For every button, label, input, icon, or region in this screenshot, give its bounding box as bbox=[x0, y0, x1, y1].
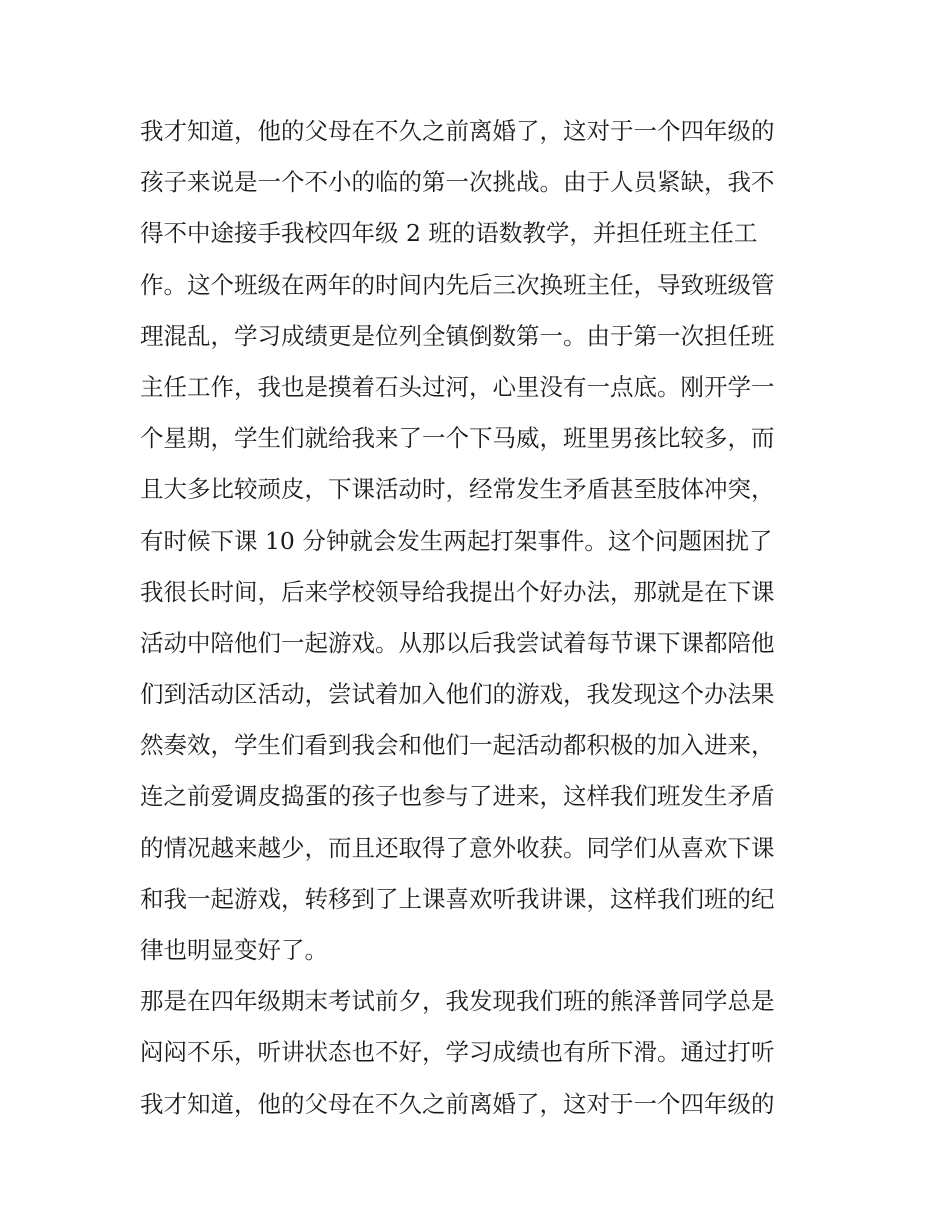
text-line: 闷闷不乐，听讲状态也不好，学习成绩也有所下滑。通过打听 bbox=[140, 1038, 775, 1067]
text-line: 有时候下课 10 分钟就会发生两起打架事件。这个问题困扰了 bbox=[140, 526, 773, 555]
text-line: 个星期，学生们就给我来了一个下马威，班里男孩比较多，而 bbox=[140, 424, 775, 453]
text-line: 理混乱，学习成绩更是位列全镇倒数第一。由于第一次担任班 bbox=[140, 321, 775, 350]
text-line: 主任工作，我也是摸着石头过河，心里没有一点底。刚开学一 bbox=[140, 372, 775, 401]
text-line: 我才知道，他的父母在不久之前离婚了，这对于一个四年级的 bbox=[140, 117, 775, 145]
text-line: 的情况越来越少，而且还取得了意外收获。同学们从喜欢下课 bbox=[140, 833, 775, 862]
text-line: 然奏效，学生们看到我会和他们一起活动都积极的加入进来， bbox=[140, 731, 775, 760]
body-text bbox=[140, 106, 820, 1130]
text-line: 我才知道，他的父母在不久之前离婚了，这对于一个四年级的 bbox=[140, 1089, 775, 1118]
text-line: 们到活动区活动，尝试着加入他们的游戏，我发现这个办法果 bbox=[140, 680, 775, 709]
text-line: 律也明显变好了。 bbox=[140, 936, 328, 964]
text-line: 孩子来说是一个不小的临的第一次挑战。由于人员紧缺，我不 bbox=[140, 168, 775, 197]
text-line: 那是在四年级期末考试前夕，我发现我们班的熊泽普同学总是 bbox=[140, 987, 775, 1016]
text-line: 得不中途接手我校四年级 2 班的语数教学，并担任班主任工 bbox=[140, 219, 758, 248]
text-line: 连之前爱调皮捣蛋的孩子也参与了进来，这样我们班发生矛盾 bbox=[140, 782, 775, 811]
text-line: 作。这个班级在两年的时间内先后三次换班主任，导致班级管 bbox=[140, 270, 775, 299]
text-line: 和我一起游戏，转移到了上课喜欢听我讲课，这样我们班的纪 bbox=[140, 884, 775, 913]
text-line: 我很长时间，后来学校领导给我提出个好办法，那就是在下课 bbox=[140, 577, 775, 606]
text-line: 活动中陪他们一起游戏。从那以后我尝试着每节课下课都陪他 bbox=[140, 628, 775, 657]
text-line: 且大多比较顽皮，下课活动时，经常发生矛盾甚至肢体冲突， bbox=[140, 475, 775, 504]
